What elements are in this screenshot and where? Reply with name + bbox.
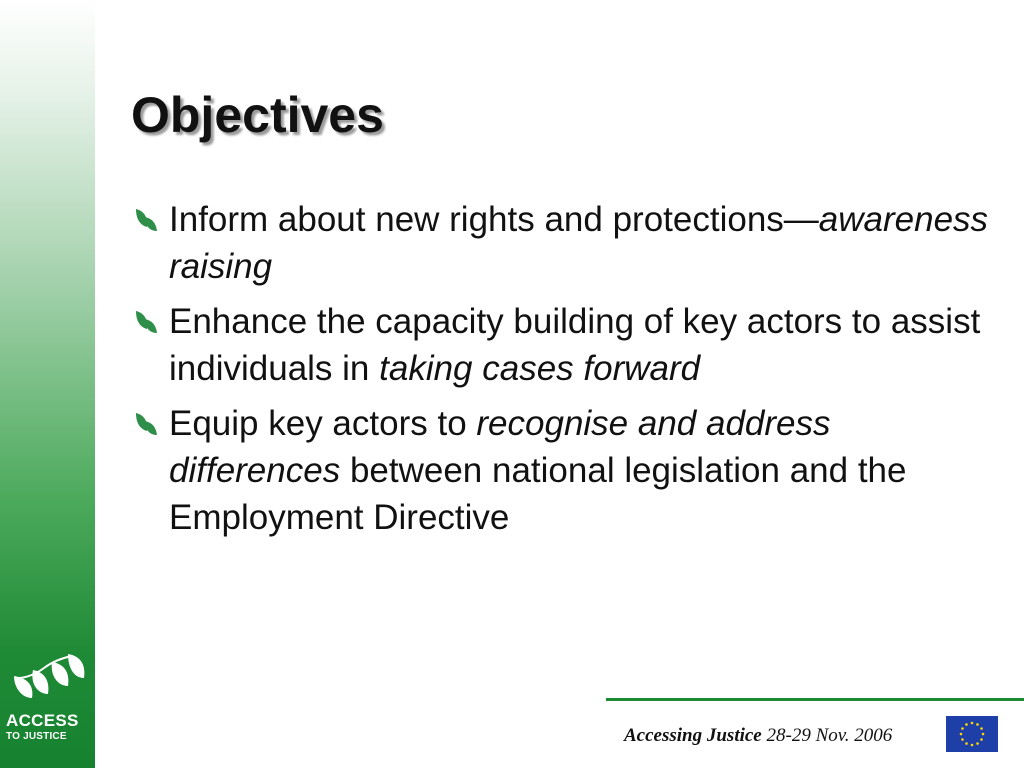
eu-star-icon	[965, 723, 968, 726]
bullet-emphasis: taking cases forward	[379, 349, 701, 388]
logo-text	[6, 712, 79, 742]
eu-star-icon	[976, 723, 979, 726]
leaf-bullet-icon	[134, 207, 158, 233]
footer-date: 28-29 Nov. 2006	[761, 725, 893, 746]
bullet-item	[134, 400, 1004, 541]
eu-star-icon	[960, 733, 963, 736]
logo-line-1: ACCESS	[6, 711, 79, 730]
eu-star-icon	[980, 727, 983, 730]
eu-star-icon	[961, 738, 964, 741]
bullet-list	[134, 196, 1004, 549]
eu-flag-icon	[946, 716, 998, 752]
slide-title: Objectives	[131, 87, 384, 143]
bullet-text: between national legislation and the Employment Directive	[169, 451, 907, 537]
bullet-item	[134, 298, 1004, 392]
leaf-bullet-icon	[134, 411, 158, 437]
leaves-logo-icon	[10, 648, 86, 704]
footer-divider	[606, 698, 1024, 701]
eu-star-icon	[982, 733, 985, 736]
eu-star-icon	[961, 727, 964, 730]
eu-star-icon	[965, 742, 968, 745]
eu-star-icon	[971, 744, 974, 747]
eu-star-icon	[971, 722, 974, 725]
footer-event: Accessing Justice	[624, 725, 762, 746]
bullet-text: Enhance the capacity building of key actors to assist individuals in	[169, 302, 981, 388]
bullet-emphasis: awareness raising	[169, 200, 989, 286]
leaf-bullet-icon	[134, 309, 158, 335]
bullet-item	[134, 196, 1004, 290]
bullet-text: Equip key actors to	[169, 404, 477, 443]
eu-star-icon	[980, 738, 983, 741]
logo-line-2: TO JUSTICE	[6, 731, 67, 742]
eu-star-icon	[976, 742, 979, 745]
bullet-text: Inform about new rights and protections—	[169, 200, 819, 239]
bullet-emphasis: recognise and address differences	[169, 404, 831, 490]
footer-caption	[624, 725, 892, 747]
sidebar-gradient	[0, 0, 95, 768]
